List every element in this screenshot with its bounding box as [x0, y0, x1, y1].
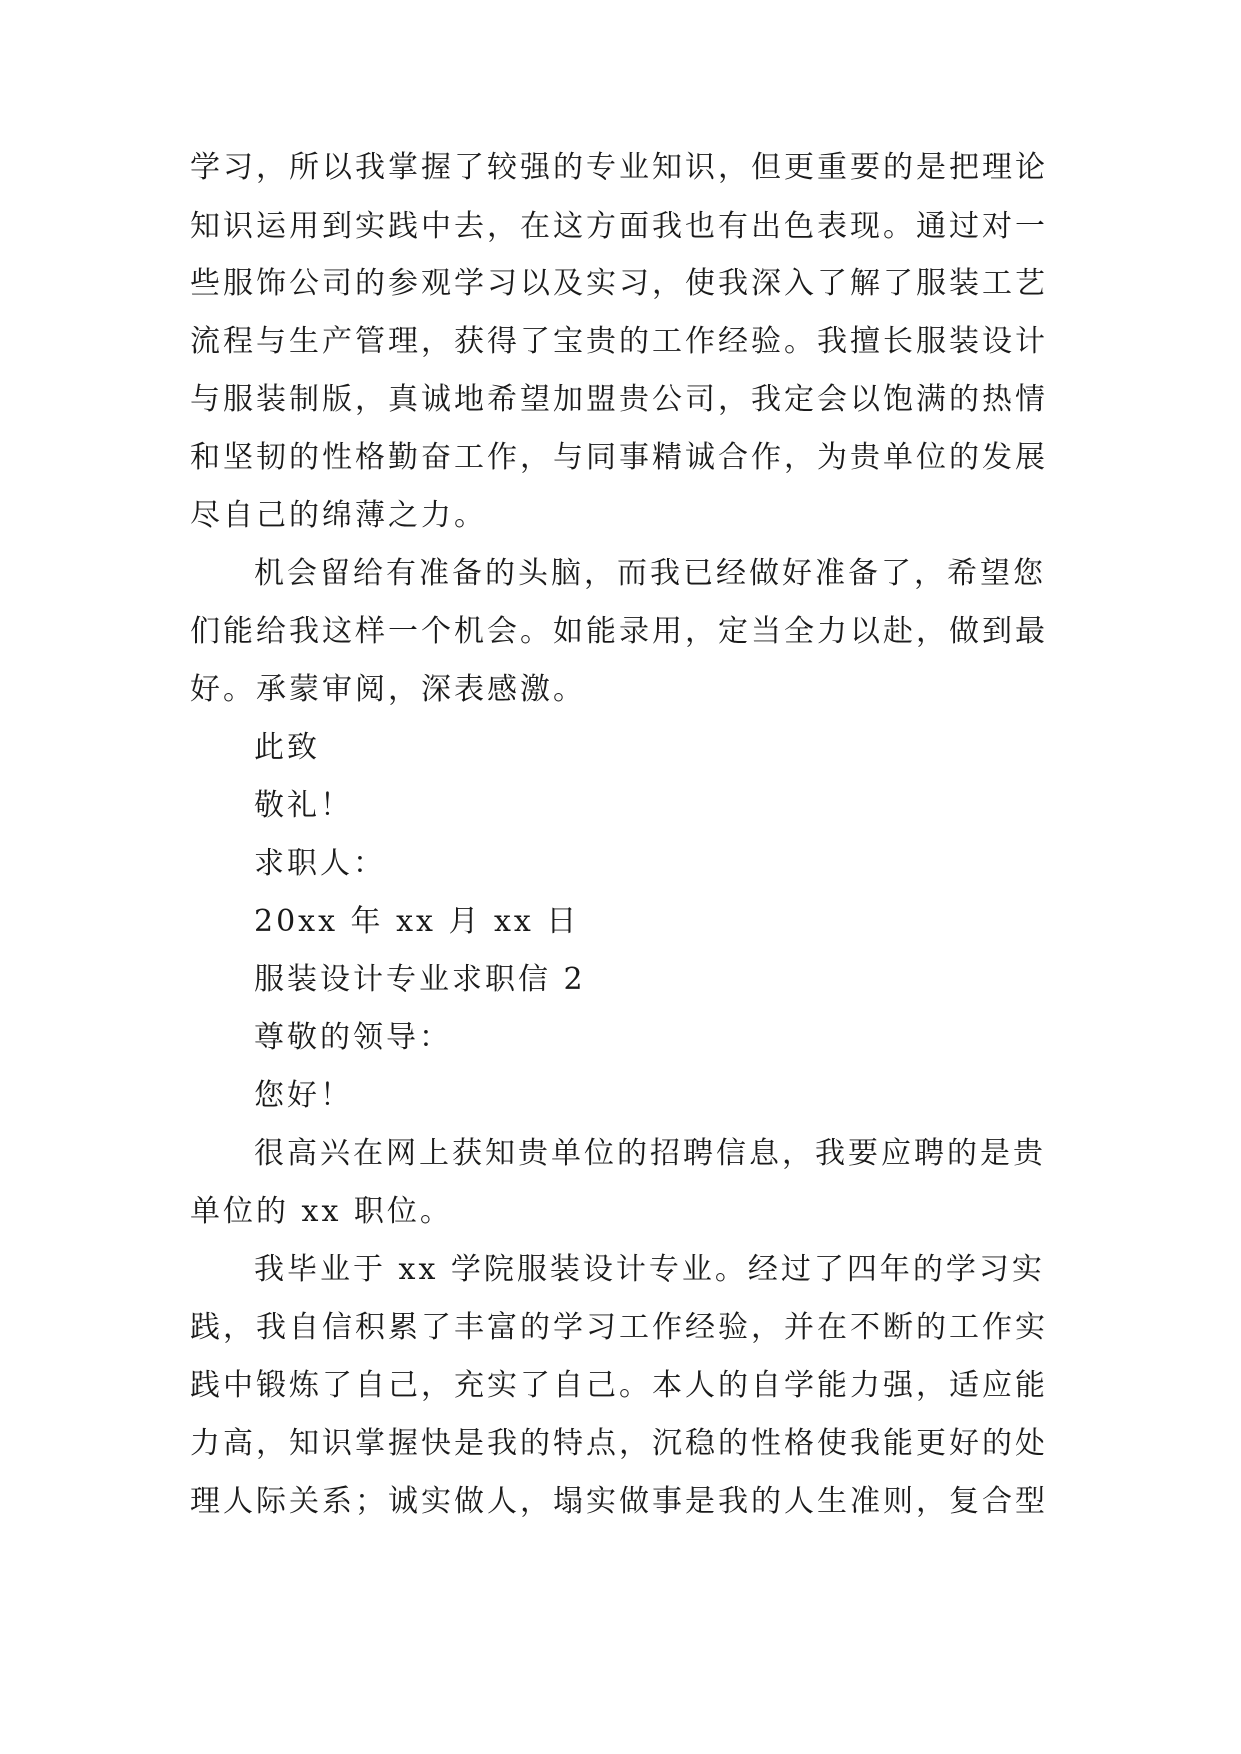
closing-line: 敬礼！: [254, 788, 353, 823]
signature-label: 求职人：: [254, 846, 386, 881]
body-line: 我毕业于 xx 学院服装设计专业。经过了四年的学习实: [254, 1252, 1045, 1287]
date-line: 20xx 年 xx 月 xx 日: [254, 904, 580, 939]
body-line: 理人际关系；诚实做人，塌实做事是我的人生准则，复合型: [190, 1484, 1048, 1519]
salutation: 尊敬的领导：: [254, 1020, 452, 1055]
body-line: 学习，所以我掌握了较强的专业知识，但更重要的是把理论: [190, 150, 1048, 185]
body-line: 力高，知识掌握快是我的特点，沉稳的性格使我能更好的处: [190, 1426, 1048, 1461]
body-line: 很高兴在网上获知贵单位的招聘信息，我要应聘的是贵: [254, 1136, 1046, 1171]
greeting: 您好！: [254, 1078, 353, 1113]
body-line: 单位的 xx 职位。: [190, 1194, 453, 1229]
closing-line: 此致: [254, 730, 320, 765]
body-line: 践中锻炼了自己，充实了自己。本人的自学能力强，适应能: [190, 1368, 1048, 1403]
body-line: 和坚韧的性格勤奋工作，与同事精诚合作，为贵单位的发展: [190, 440, 1048, 475]
body-line: 践，我自信积累了丰富的学习工作经验，并在不断的工作实: [190, 1310, 1048, 1345]
body-line: 知识运用到实践中去，在这方面我也有出色表现。通过对一: [190, 209, 1048, 244]
body-line: 与服装制版，真诚地希望加盟贵公司，我定会以饱满的热情: [190, 382, 1048, 417]
body-line: 们能给我这样一个机会。如能录用，定当全力以赴，做到最: [190, 614, 1048, 649]
body-line: 机会留给有准备的头脑，而我已经做好准备了，希望您: [254, 556, 1046, 591]
body-line: 些服饰公司的参观学习以及实习，使我深入了解了服装工艺: [190, 266, 1048, 301]
letter-title: 服装设计专业求职信 2: [254, 962, 586, 997]
body-line: 流程与生产管理，获得了宝贵的工作经验。我擅长服装设计: [190, 324, 1048, 359]
body-line: 尽自己的绵薄之力。: [190, 498, 487, 533]
body-line: 好。承蒙审阅，深表感激。: [190, 672, 586, 707]
